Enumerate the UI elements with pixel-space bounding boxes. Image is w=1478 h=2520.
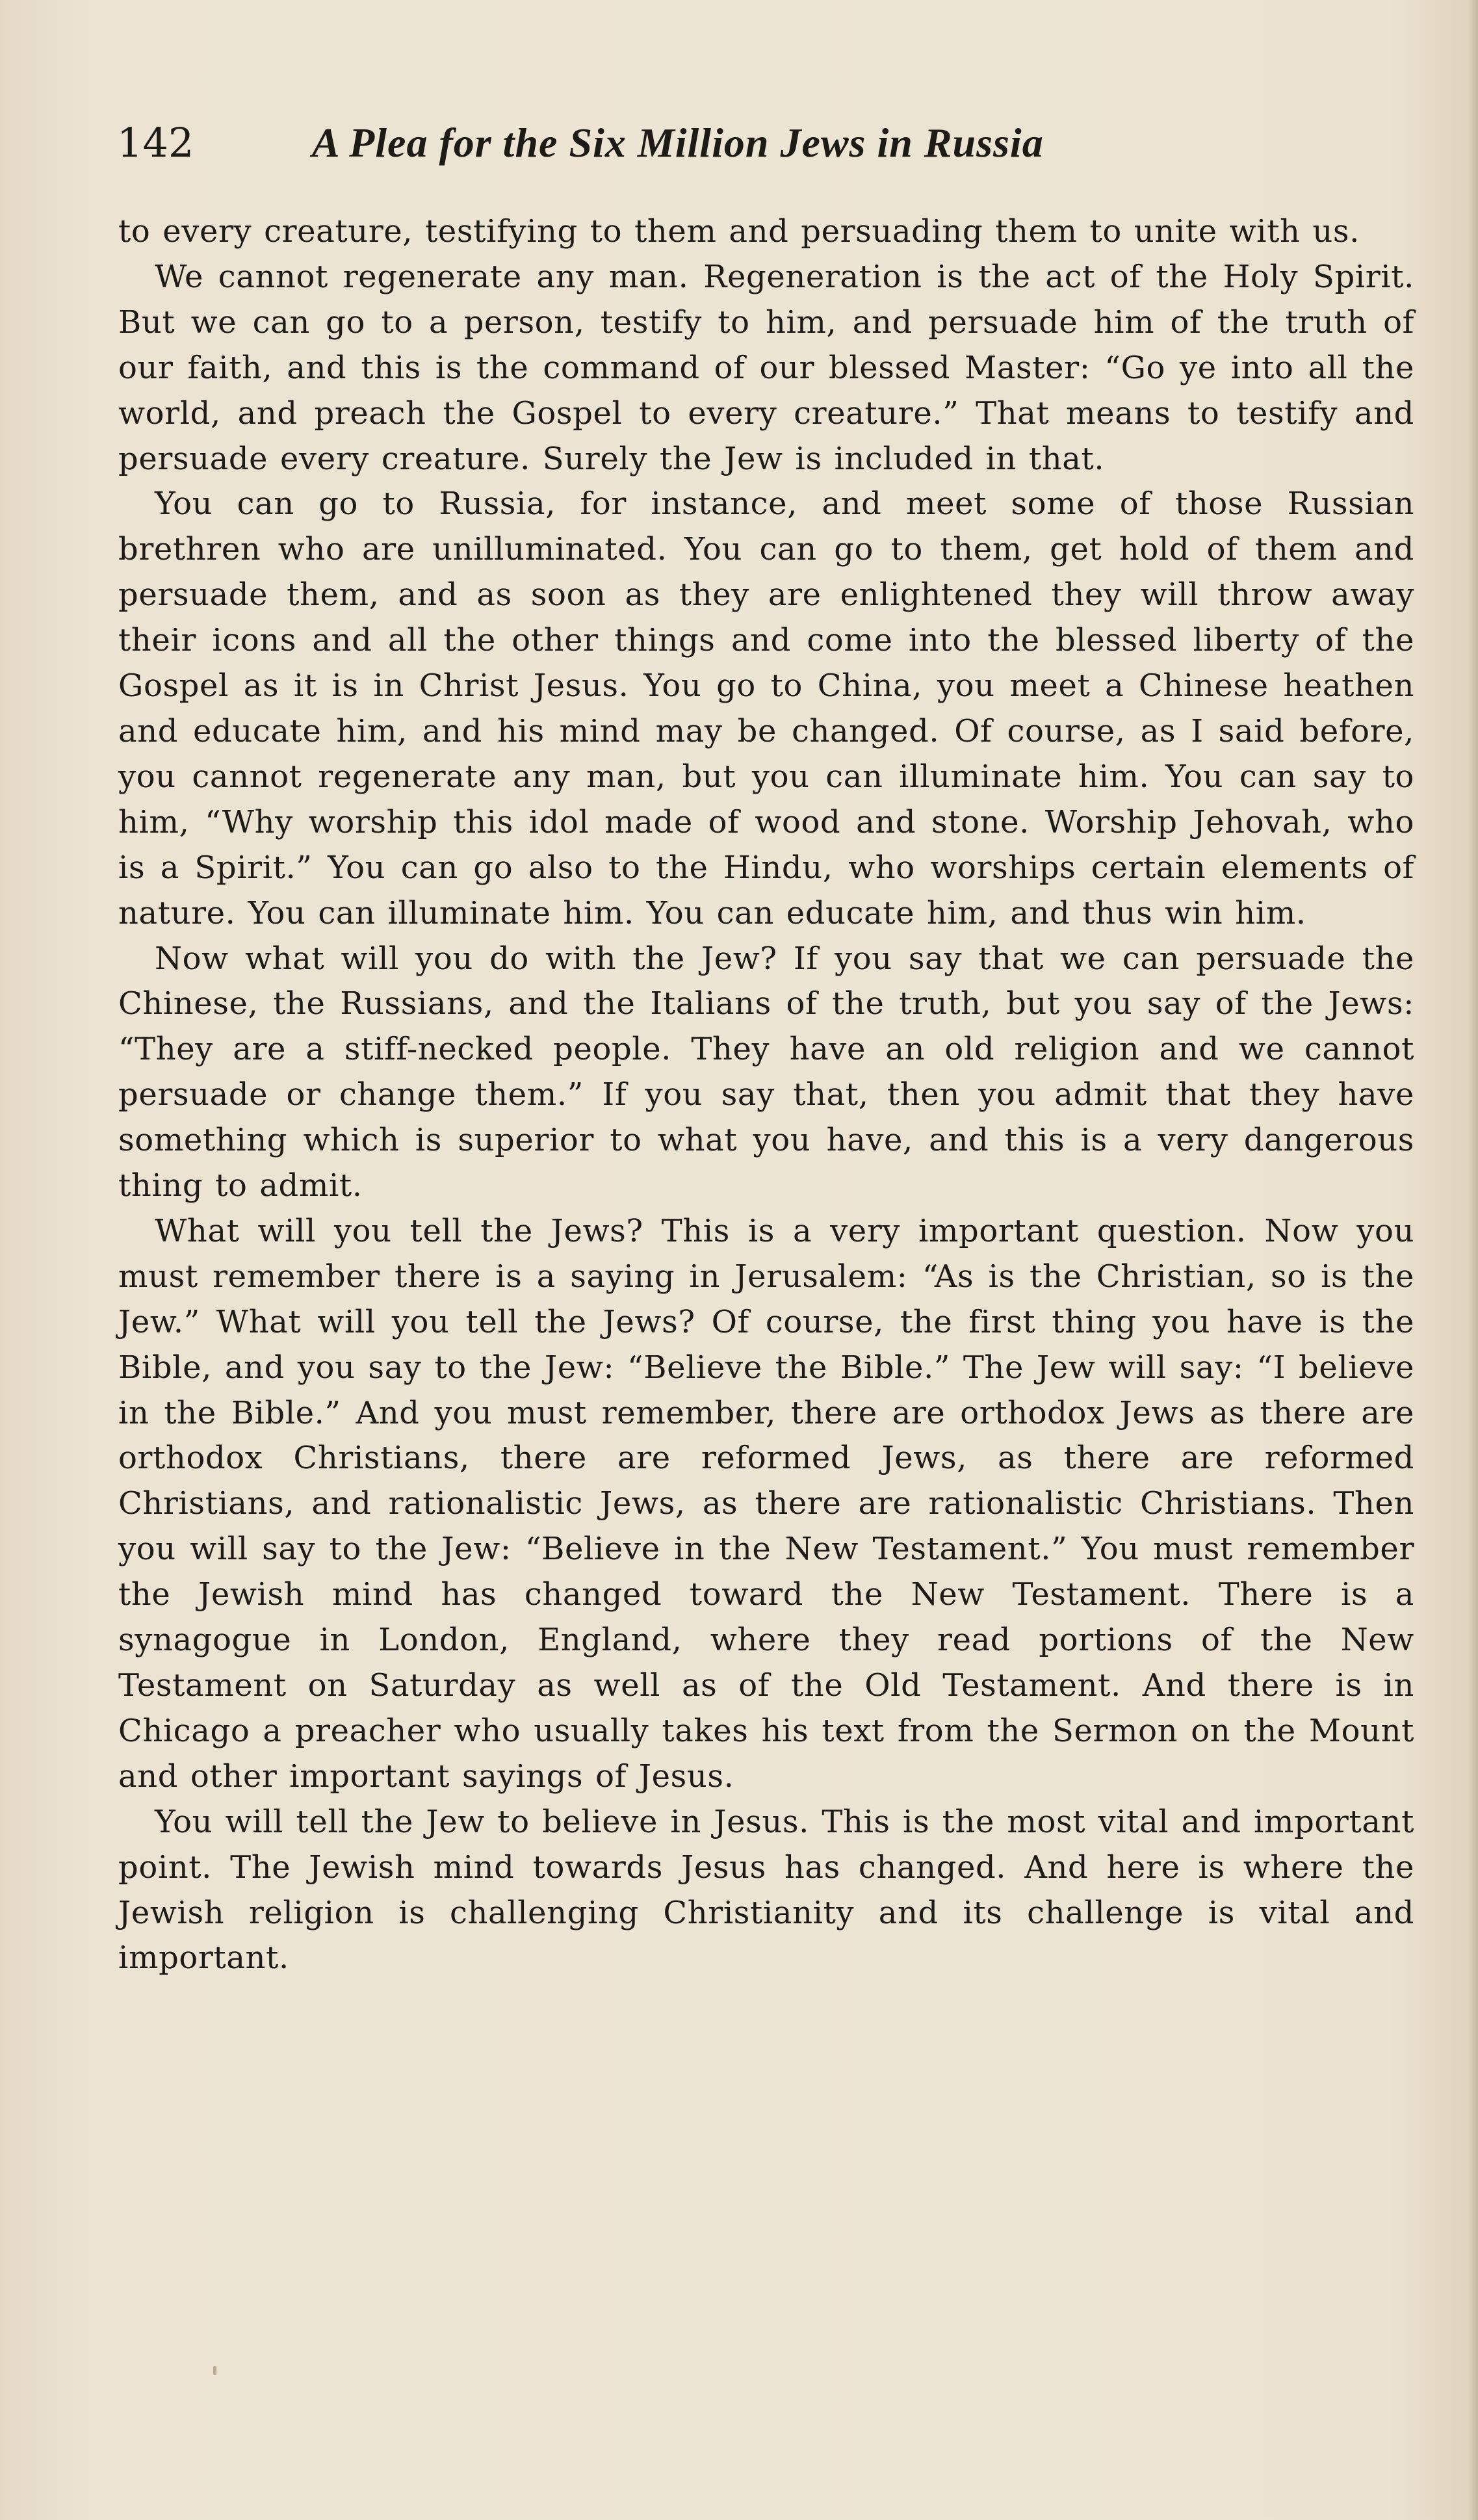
paragraph: What will you tell the Jews? This is a very important question. Now you must remember there is a saying in Jerusalem: “As is the Christian, so is the Jew.” What will you tell the Jews? Of course, the first thing you have is the Bible, and you say to the Jew: “Believe the Bible.” The Jew will say: “I believe in the Bible.” And you must remember, there are orthodox Jews as there are orthodox Christians, there are reformed Jews, as there are reformed Christians, and rationalistic Jews, as there are rationalistic Christians. Then you will say to the Jew: “Believe in the New Testament.” You must remember the Jewish mind has changed toward the New Testament. There is a synagogue in London, England, where they read portions of the New Testament on Saturday as well as of the Old Testament. And there is in Chicago a preacher who usually takes his text from the Sermon on the Mount and other important sayings of Jesus. [118,1212,1414,1795]
paper-speck [213,2366,216,2375]
page-edge-shadow [1469,0,1478,2520]
running-title: A Plea for the Six Million Jews in Russia [312,120,1044,166]
paragraph: to every creature, testifying to them and persuading them to unite with us. [118,213,1360,250]
body-text [118,209,1414,1981]
paragraph: You will tell the Jew to believe in Jesus. This is the most vital and important point. The Jewish mind towards Jesus has changed. And here is where the Jewish religion is challenging Christianity and its challenge is vital and important. [118,1803,1414,1977]
paragraph: Now what will you do with the Jew? If you say that we can persuade the Chinese, the Russians, and the Italians of the truth, but you say of the Jews: “They are a stiff-necked people. They have an old religion and we cannot persuade or change them.” If you say that, then you admit that they have something which is superior to what you have, and this is a very dangerous thing to admit. [118,940,1414,1204]
paragraph: You can go to Russia, for instance, and meet some of those Russian brethren who are unilluminated. You can go to them, get hold of them and persuade them, and as soon as they are enlightened they will throw away their icons and all the other things and come into the blessed liberty of the Gospel as it is in Christ Jesus. You go to China, you meet a Chinese heathen and educate him, and his mind may be changed. Of course, as I said before, you cannot regenerate any man, but you can illuminate him. You can say to him, “Why worship this idol made of wood and stone. Worship Jehovah, who is a Spirit.” You can go also to the Hindu, who worships certain elements of nature. You can illuminate him. You can educate him, and thus win him. [118,486,1414,931]
page-header [117,110,1391,175]
paragraph: We cannot regenerate any man. Regeneration is the act of the Holy Spirit. But we can go to a person, testify to him, and persuade him of the truth of our faith, and this is the command of our blessed Master: “Go ye into all the world, and preach the Gospel to every creature.” That means to testify and persuade every creature. Surely the Jew is included in that. [118,258,1414,477]
page-number: 142 [117,119,194,166]
